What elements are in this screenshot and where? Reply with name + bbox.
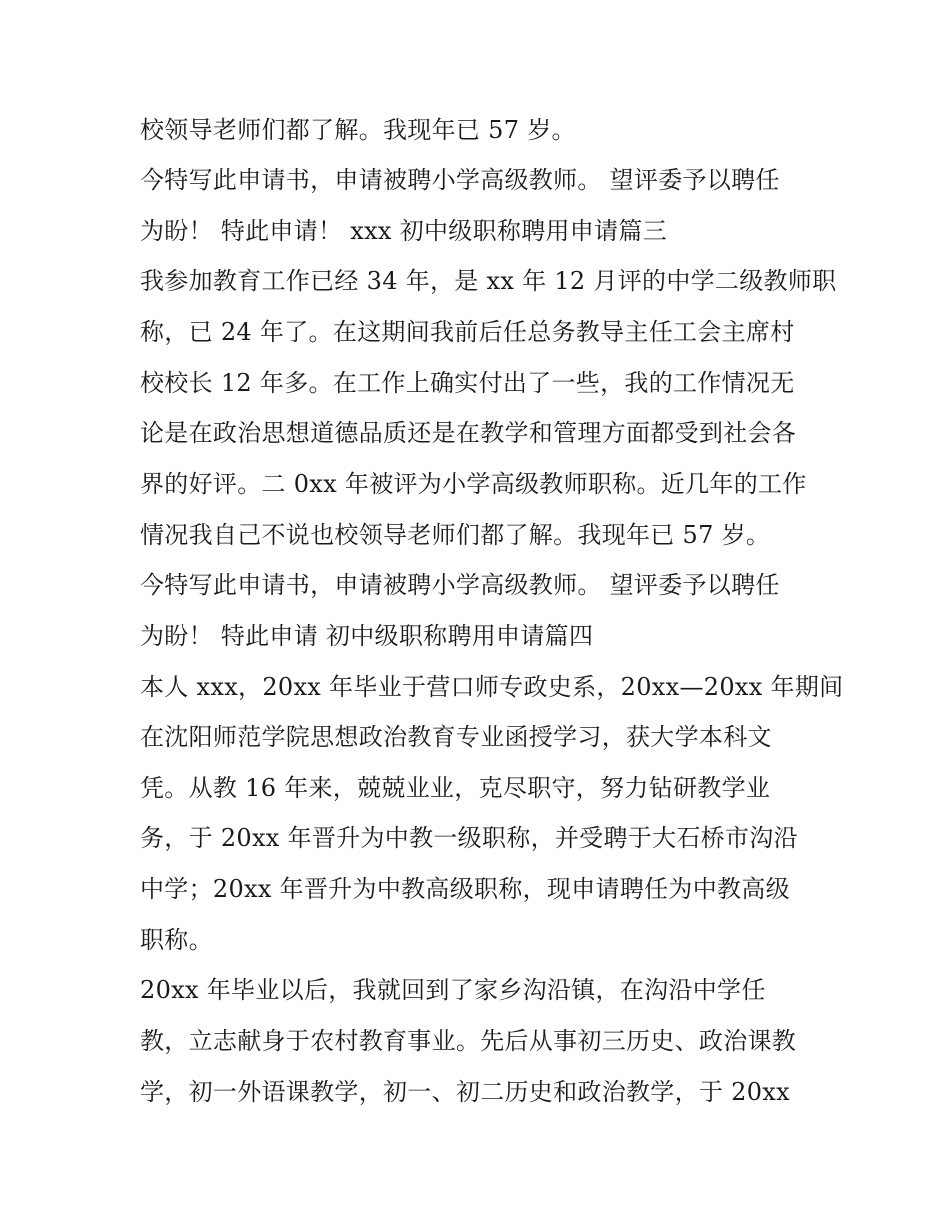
text-line-6: 校校长 12 年多。在工作上确实付出了一些，我的工作情况无 <box>140 369 795 397</box>
text-line-19: 教，立志献身于农村教育事业。先后从事初三历史、政治课教 <box>140 1027 797 1055</box>
text-line-15: 务，于 20xx 年晋升为中教一级职称，并受聘于大石桥市沟沿 <box>140 824 798 852</box>
text-line-14: 凭。从教 16 年来，兢兢业业，克尽职守，努力钻研教学业 <box>140 774 771 802</box>
text-line-16: 中学；20xx 年晋升为中教高级职称，现申请聘任为中教高级 <box>140 875 790 903</box>
text-line-18: 20xx 年毕业以后，我就回到了家乡沟沿镇，在沟沿中学任 <box>140 976 766 1004</box>
text-line-11: 为盼！ 特此申请 初中级职称聘用申请篇四 <box>140 622 594 650</box>
text-line-1: 校领导老师们都了解。我现年已 57 岁。 <box>140 116 576 144</box>
text-line-2: 今特写此申请书，申请被聘小学高级教师。 望评委予以聘任 <box>140 166 780 194</box>
text-line-4: 我参加教育工作已经 34 年，是 xx 年 12 月评的中学二级教师职 <box>140 267 837 295</box>
text-line-7: 论是在政治思想道德品质还是在教学和管理方面都受到社会各 <box>140 419 797 447</box>
text-line-10: 今特写此申请书，申请被聘小学高级教师。 望评委予以聘任 <box>140 571 780 599</box>
text-line-17: 职称。 <box>140 926 213 954</box>
text-line-12: 本人 xxx，20xx 年毕业于营口师专政史系，20xx—20xx 年期间 <box>140 673 844 701</box>
text-line-20: 学，初一外语课教学，初一、初二历史和政治教学，于 20xx <box>140 1078 790 1106</box>
text-line-9: 情况我自己不说也校领导老师们都了解。我现年已 57 岁。 <box>140 521 771 549</box>
text-line-5: 称，已 24 年了。在这期间我前后任总务教导主任工会主席村 <box>140 318 795 346</box>
text-line-13: 在沈阳师范学院思想政治教育专业函授学习，获大学本科文 <box>140 723 772 751</box>
text-line-8: 界的好评。二 0xx 年被评为小学高级教师职称。近几年的工作 <box>140 470 807 498</box>
text-line-3: 为盼！ 特此申请！ xxx 初中级职称聘用申请篇三 <box>140 217 667 245</box>
